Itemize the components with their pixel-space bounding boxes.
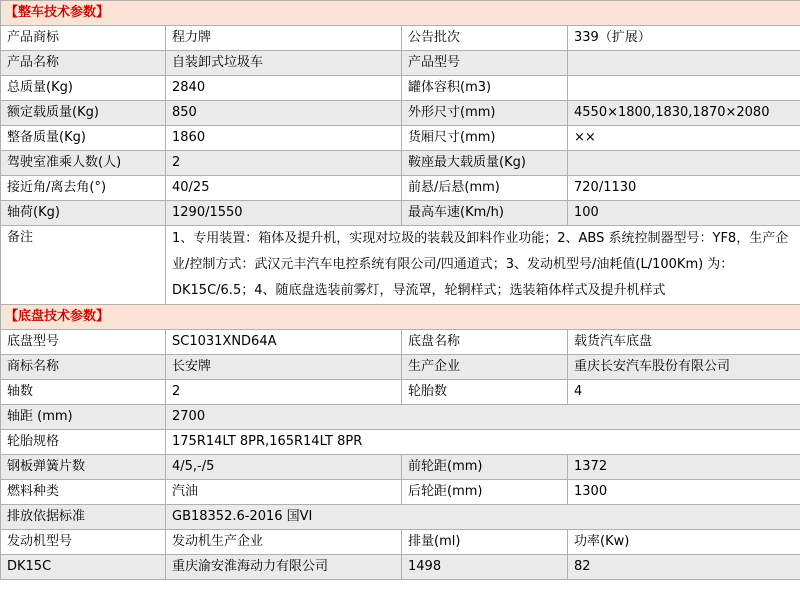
param-value: 100 [568, 201, 800, 226]
table-row [1, 76, 800, 101]
column-header: 功率(Kw) [568, 530, 800, 555]
param-label: 外形尺寸(mm) [402, 101, 568, 126]
param-value: 40/25 [166, 176, 402, 201]
param-label: 钢板弹簧片数 [1, 455, 166, 480]
table-row [1, 176, 800, 201]
param-value: 1372 [568, 455, 800, 480]
chassis-section-header [1, 305, 800, 330]
vehicle-section-header [1, 1, 800, 26]
param-value: 4/5,-/5 [166, 455, 402, 480]
vehicle-section-title: 【整车技术参数】 [1, 1, 800, 26]
param-value: 2 [166, 380, 402, 405]
table-row [1, 101, 800, 126]
emission-row [1, 505, 800, 530]
param-label: 货厢尺寸(mm) [402, 126, 568, 151]
param-value: ×× [568, 126, 800, 151]
param-value: 1300 [568, 480, 800, 505]
param-label: 轮胎数 [402, 380, 568, 405]
column-header: 发动机生产企业 [166, 530, 402, 555]
param-label: 产品名称 [1, 51, 166, 76]
engine-power: 82 [568, 555, 800, 580]
notes-text: 1、专用装置：箱体及提升机，实现对垃圾的装载及卸料作业功能；2、ABS 系统控制器型号：YF8，生产企业/控制方式：武汉元丰汽车电控系统有限公司/四通道式；3、发动机型号/油耗值(L/100Km) 为：DK15C/6.5；4、随底盘选装前雾灯，导流罩，轮辋样式；选装箱体样式及提升机样式 [166, 226, 800, 305]
param-value: SC1031XND64A [166, 330, 402, 355]
param-value [568, 76, 800, 101]
engine-manufacturer: 重庆渝安淮海动力有限公司 [166, 555, 402, 580]
param-label: 轮胎规格 [1, 430, 166, 455]
param-value: GB18352.6-2016 国VI [166, 505, 800, 530]
param-label: 罐体容积(m3) [402, 76, 568, 101]
param-label: 产品型号 [402, 51, 568, 76]
param-value: 重庆长安汽车股份有限公司 [568, 355, 800, 380]
param-label: 商标名称 [1, 355, 166, 380]
table-row [1, 151, 800, 176]
wheelbase-row [1, 405, 800, 430]
param-value: 4 [568, 380, 800, 405]
param-value [568, 51, 800, 76]
notes-row [1, 226, 800, 305]
param-value: 2840 [166, 76, 402, 101]
param-value: 175R14LT 8PR,165R14LT 8PR [166, 430, 800, 455]
param-value: 长安牌 [166, 355, 402, 380]
param-value [568, 151, 800, 176]
param-value: 汽油 [166, 480, 402, 505]
param-label: 后轮距(mm) [402, 480, 568, 505]
param-value: 720/1130 [568, 176, 800, 201]
param-value: 程力牌 [166, 26, 402, 51]
param-label: 最高车速(Km/h) [402, 201, 568, 226]
param-value: 1860 [166, 126, 402, 151]
param-label: 总质量(Kg) [1, 76, 166, 101]
table-row [1, 480, 800, 505]
param-label: 底盘名称 [402, 330, 568, 355]
table-row [1, 355, 800, 380]
param-label: 燃料种类 [1, 480, 166, 505]
table-row [1, 330, 800, 355]
param-value: 自装卸式垃圾车 [166, 51, 402, 76]
param-value: 1290/1550 [166, 201, 402, 226]
param-label: 生产企业 [402, 355, 568, 380]
table-row [1, 51, 800, 76]
param-label: 前悬/后悬(mm) [402, 176, 568, 201]
tire-spec-row [1, 430, 800, 455]
param-label: 底盘型号 [1, 330, 166, 355]
param-label: 轴荷(Kg) [1, 201, 166, 226]
param-value: 339（扩展） [568, 26, 800, 51]
engine-row [1, 555, 800, 580]
param-label: 鞍座最大载质量(Kg) [402, 151, 568, 176]
engine-model: DK15C [1, 555, 166, 580]
param-label: 公告批次 [402, 26, 568, 51]
table-row [1, 201, 800, 226]
notes-label: 备注 [1, 226, 166, 305]
engine-header-row [1, 530, 800, 555]
param-label: 前轮距(mm) [402, 455, 568, 480]
param-value: 2700 [166, 405, 800, 430]
table-row [1, 380, 800, 405]
param-value: 850 [166, 101, 402, 126]
param-label: 接近角/离去角(°) [1, 176, 166, 201]
param-value: 4550×1800,1830,1870×2080 [568, 101, 800, 126]
param-value: 载货汽车底盘 [568, 330, 800, 355]
engine-displacement: 1498 [402, 555, 568, 580]
param-label: 驾驶室准乘人数(人) [1, 151, 166, 176]
table-row [1, 26, 800, 51]
column-header: 发动机型号 [1, 530, 166, 555]
table-row [1, 455, 800, 480]
param-label: 轴数 [1, 380, 166, 405]
param-label: 额定载质量(Kg) [1, 101, 166, 126]
column-header: 排量(ml) [402, 530, 568, 555]
param-label: 轴距 (mm) [1, 405, 166, 430]
chassis-section-title: 【底盘技术参数】 [1, 305, 800, 330]
param-label: 整备质量(Kg) [1, 126, 166, 151]
param-value: 2 [166, 151, 402, 176]
table-row [1, 126, 800, 151]
param-label: 产品商标 [1, 26, 166, 51]
param-label: 排放依据标准 [1, 505, 166, 530]
